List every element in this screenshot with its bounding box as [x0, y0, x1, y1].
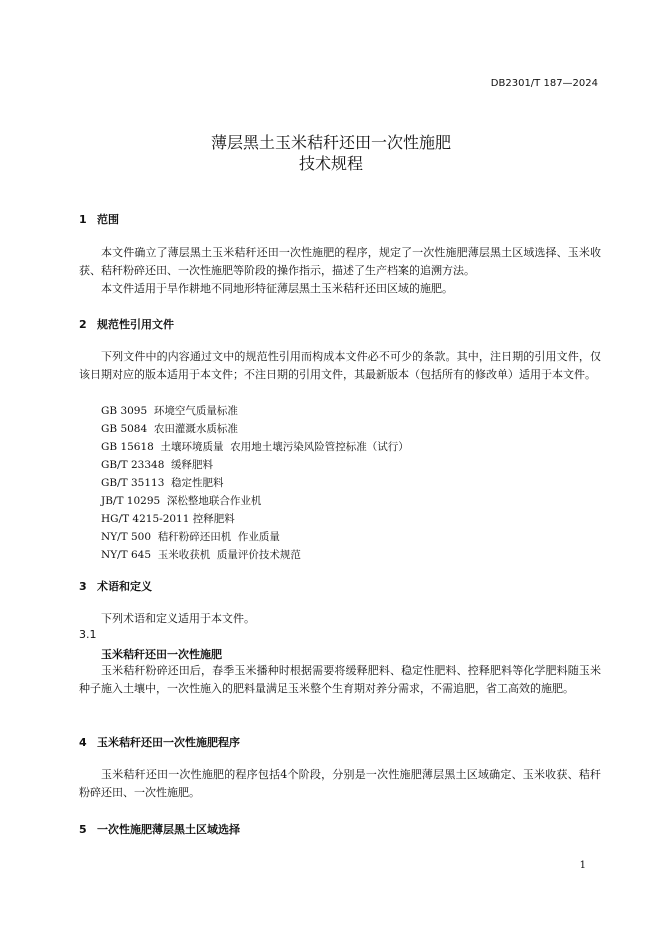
section-1-paragraph-1: 本文件确立了薄层黑土玉米秸秆还田一次性施肥的程序，规定了一次性施肥薄层黑土区域选择、玉米收获、秸秆粉碎还田、一次性施肥等阶段的操作指示，描述了生产档案的追溯方法。	[79, 246, 601, 277]
section-3-paragraph-1: 下列术语和定义适用于本文件。	[101, 612, 255, 625]
section-1-number: 1	[79, 213, 87, 226]
section-3-title: 术语和定义	[97, 580, 152, 593]
section-4-heading	[79, 734, 240, 750]
subsection-3-1-number: 3.1	[79, 628, 97, 641]
reference-item: GB/T 23348 缓释肥料	[101, 459, 214, 471]
page-number: 1	[579, 860, 586, 871]
section-1-title: 范围	[97, 213, 119, 226]
reference-item: JB/T 10295 深松整地联合作业机	[101, 495, 262, 507]
term-title: 玉米秸秆还田一次性施肥	[101, 648, 222, 661]
section-5-number: 5	[79, 823, 87, 836]
section-4-number: 4	[79, 736, 87, 749]
reference-item: GB/T 35113 稳定性肥料	[101, 477, 224, 489]
section-2-heading	[79, 316, 174, 332]
section-3-heading	[79, 578, 152, 594]
section-5-title: 一次性施肥薄层黑土区域选择	[97, 823, 240, 836]
section-1-heading	[79, 211, 119, 227]
reference-item: GB 15618 土壤环境质量 农用地土壤污染风险管控标准（试行）	[101, 441, 409, 453]
section-2-title: 规范性引用文件	[97, 318, 174, 331]
reference-item: NY/T 500 秸秆粉碎还田机 作业质量	[101, 531, 280, 543]
section-1-paragraph-2: 本文件适用于旱作耕地不同地形特征薄层黑土玉米秸秆还田区域的施肥。	[101, 282, 453, 295]
section-2-paragraph-1: 下列文件中的内容通过文中的规范性引用而构成本文件必不可少的条款。其中，注日期的引用文件，仅该日期对应的版本适用于本文件；不注日期的引用文件，其最新版本（包括所有的修改单）适用于本文件。	[79, 350, 601, 381]
reference-item: HG/T 4215-2011 控释肥料	[101, 513, 235, 525]
standard-number: DB2301/T 187—2024	[490, 78, 598, 89]
term-definition: 玉米秸秆粉碎还田后，春季玉米播种时根据需要将缓释肥料、稳定性肥料、控释肥料等化学肥料随玉米种子施入土壤中，一次性施入的肥料量满足玉米整个生育期对养分需求，不需追肥，省工高效的施肥。	[79, 664, 601, 695]
reference-item: GB 3095 环境空气质量标准	[101, 405, 238, 417]
section-4-title: 玉米秸秆还田一次性施肥程序	[97, 736, 240, 749]
section-3-number: 3	[79, 580, 87, 593]
section-2-number: 2	[79, 318, 87, 331]
document-subtitle: 技术规程	[298, 154, 363, 173]
section-5-heading	[79, 821, 240, 837]
reference-item: GB 5084 农田灌溉水质标准	[101, 423, 238, 435]
document-title: 薄层黑土玉米秸秆还田一次性施肥	[210, 133, 451, 152]
section-4-paragraph-1: 玉米秸秆还田一次性施肥的程序包括4个阶段，分别是一次性施肥薄层黑土区域确定、玉米收获、秸秆粉碎还田、一次性施肥。	[79, 768, 601, 799]
reference-item: NY/T 645 玉米收获机 质量评价技术规范	[101, 549, 301, 561]
